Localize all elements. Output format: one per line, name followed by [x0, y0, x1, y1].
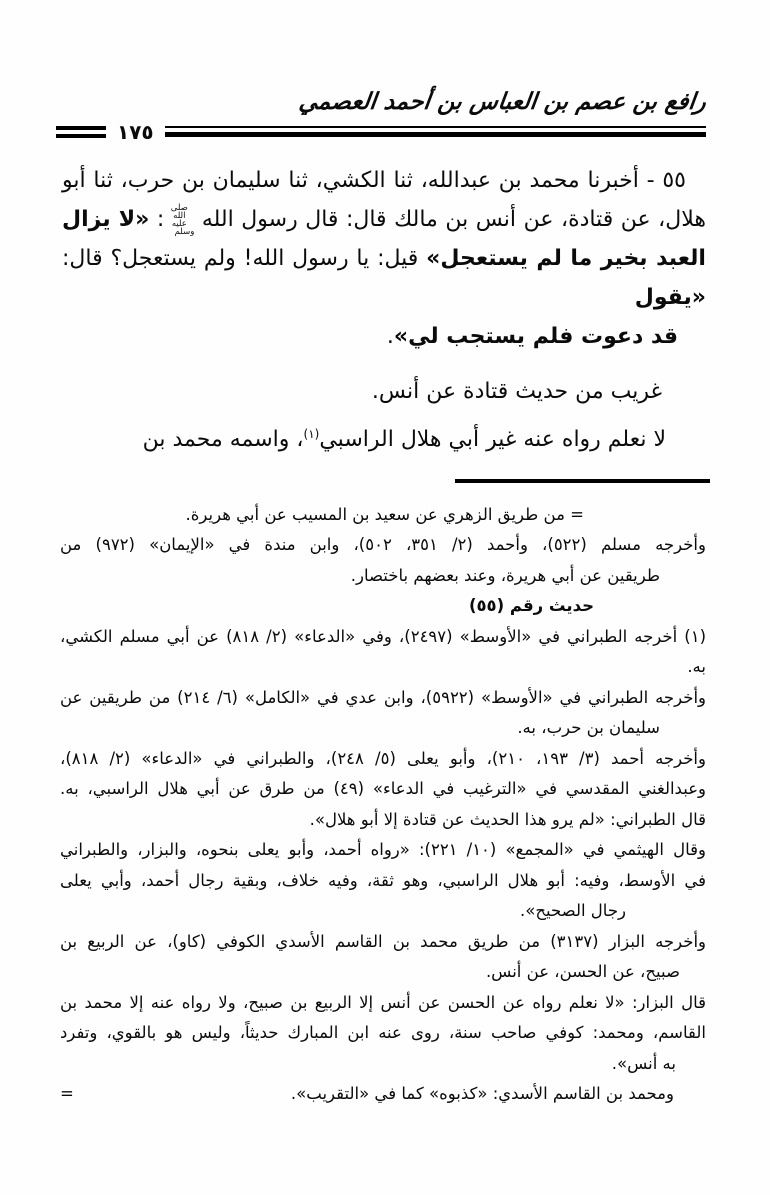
- footnote-line: [60, 713, 706, 744]
- text-segment: وعبدالغني المقدسي في «الترغيب في الدعاء» (٤٩) من طرق عن أبي هلال الراسبي، به.: [60, 779, 707, 799]
- footnote-separator: [455, 479, 710, 483]
- footnote-line: [60, 530, 706, 561]
- footnote-line: [60, 500, 706, 531]
- text-segment: قيل: يا رسول الله! ولم يستعجل؟ قال:: [62, 245, 427, 271]
- continuation-equals-mark: =: [60, 1084, 74, 1104]
- footnote-line: [60, 1049, 706, 1080]
- footnote-line: [60, 1018, 706, 1049]
- text-segment: قد دعوت فلم يستجب لي»: [393, 323, 678, 349]
- text-segment: القاسم، ومحمد: كوفي صاحب سنة، روى عنه ابن المبارك حديثاً، وليس هو بالقوي، وتفرد: [60, 1023, 706, 1043]
- text-segment: سليمان بن حرب، به.: [517, 718, 660, 738]
- page-number-left-ornament: [56, 126, 106, 138]
- header-rule-row: [56, 119, 706, 144]
- text-segment: به أنس».: [611, 1053, 676, 1073]
- page-number: ١٧٥: [117, 119, 154, 144]
- prophet-honorific-mark: صلى الله عليه وسلم: [170, 202, 195, 237]
- text-segment: صبيح، عن الحسن، عن أنس.: [485, 962, 680, 982]
- text-segment: وأخرجه أحمد (٣/ ١٩٣، ٢١٠)، وأبو يعلى (٥/ ٢٤٨)، والطبراني في «الدعاء» (٢/ ٨١٨)،: [60, 748, 706, 768]
- header-divider: [165, 126, 706, 137]
- chapter-title: [56, 88, 706, 117]
- text-segment: وقال الهيثمي في «المجمع» (١٠/ ٢٢١): «رواه أحمد، وأبو يعلى بنحوه، والبزار، والطبراني: [60, 840, 706, 860]
- text-segment: «لا يزال: [62, 206, 150, 232]
- footnote-line: [60, 591, 706, 622]
- footnote-reference-1: (١): [303, 426, 320, 441]
- main-text-line: [62, 415, 706, 459]
- text-segment: = من طريق الزهري عن سعيد بن المسيب عن أبي هريرة.: [185, 504, 584, 524]
- main-text-line: [62, 372, 706, 411]
- chapter-title-text: رافع بن عصم بن العباس بن أحمد العصمي: [297, 89, 708, 115]
- page-header: [56, 88, 706, 142]
- footnote-text: [60, 500, 706, 1110]
- text-segment: (١) أخرجه الطبراني في «الأوسط» (٢٤٩٧)، وفي «الدعاء» (٢/ ٨١٨) عن أبي مسلم الكشي، به.: [60, 626, 706, 677]
- text-segment: العبد بخير ما لم يستعجل»: [426, 245, 706, 271]
- text-segment: في الأوسط، وفيه: أبو هلال الراسبي، وهو ثقة، وفيه خلاف، وبقية رجال أحمد، وأبي يعلى: [60, 870, 706, 890]
- footnote-line: [60, 683, 706, 714]
- text-segment: ٥٥ - أخبرنا محمد بن عبدالله، ثنا الكشي، ثنا سليمان بن حرب، ثنا أبو: [62, 167, 686, 193]
- footnote-line: [60, 896, 706, 927]
- main-text: [62, 161, 706, 459]
- text-segment: حديث رقم (٥٥): [468, 596, 594, 616]
- footnote-line: [60, 744, 706, 775]
- footnote-line: [60, 622, 706, 683]
- text-segment: ومحمد بن القاسم الأسدي: «كذبوه» كما في «التقريب».: [290, 1084, 674, 1104]
- text-segment: لا نعلم رواه عنه غير أبي هلال الراسبي: [319, 426, 666, 452]
- main-text-line: [62, 200, 706, 239]
- text-segment: غريب من حديث قتادة عن أنس.: [371, 378, 662, 404]
- footnote-line: [60, 1079, 706, 1110]
- text-segment: طريقين عن أبي هريرة، وعند بعضهم باختصار.: [350, 565, 660, 585]
- footnote-line: [60, 957, 706, 988]
- main-text-line: [62, 239, 706, 317]
- footnote-line: [60, 561, 706, 592]
- ornament-bar: [56, 126, 106, 130]
- text-segment: «يقول: [634, 284, 706, 310]
- footnote-line: [60, 805, 706, 836]
- footnote-line: [60, 774, 706, 805]
- footnote-line: [60, 988, 706, 1019]
- text-segment: وأخرجه مسلم (٥٢٢)، وأحمد (٢/ ٣٥١، ٥٠٢)، وابن مندة في «الإيمان» (٩٧٢) من: [60, 535, 706, 555]
- text-segment: هلال، عن قتادة، عن أنس بن مالك قال: قال رسول الله: [194, 206, 706, 232]
- text-segment: رجال الصحيح».: [520, 901, 626, 921]
- main-text-line: [62, 317, 706, 356]
- text-segment: قال البزار: «لا نعلم رواه عن الحسن عن أنس إلا الربيع بن صبيح، ولا رواه عنه إلا محمد بن: [60, 992, 706, 1012]
- footnote-line: [60, 866, 706, 897]
- text-segment: ، واسمه محمد بن: [142, 426, 304, 452]
- main-text-line: [62, 161, 706, 200]
- header-divider-thin-line: [165, 126, 706, 128]
- footnote-line: [60, 835, 706, 866]
- text-segment: .: [386, 323, 394, 349]
- text-segment: :: [149, 206, 165, 232]
- ornament-bar: [56, 134, 106, 138]
- text-segment: وأخرجه الطبراني في «الأوسط» (٥٩٢٢)، وابن عدي في «الكامل» (٦/ ٢١٤) من طريقين عن: [60, 687, 706, 707]
- header-divider-thick-line: [165, 132, 706, 137]
- text-segment: قال الطبراني: «لم يرو هذا الحديث عن قتادة إلا أبو هلال».: [309, 809, 706, 829]
- text-segment: وأخرجه البزار (٣١٣٧) من طريق محمد بن القاسم الأسدي الكوفي (كاو)، عن الربيع بن: [60, 931, 706, 951]
- footnote-line: [60, 927, 706, 958]
